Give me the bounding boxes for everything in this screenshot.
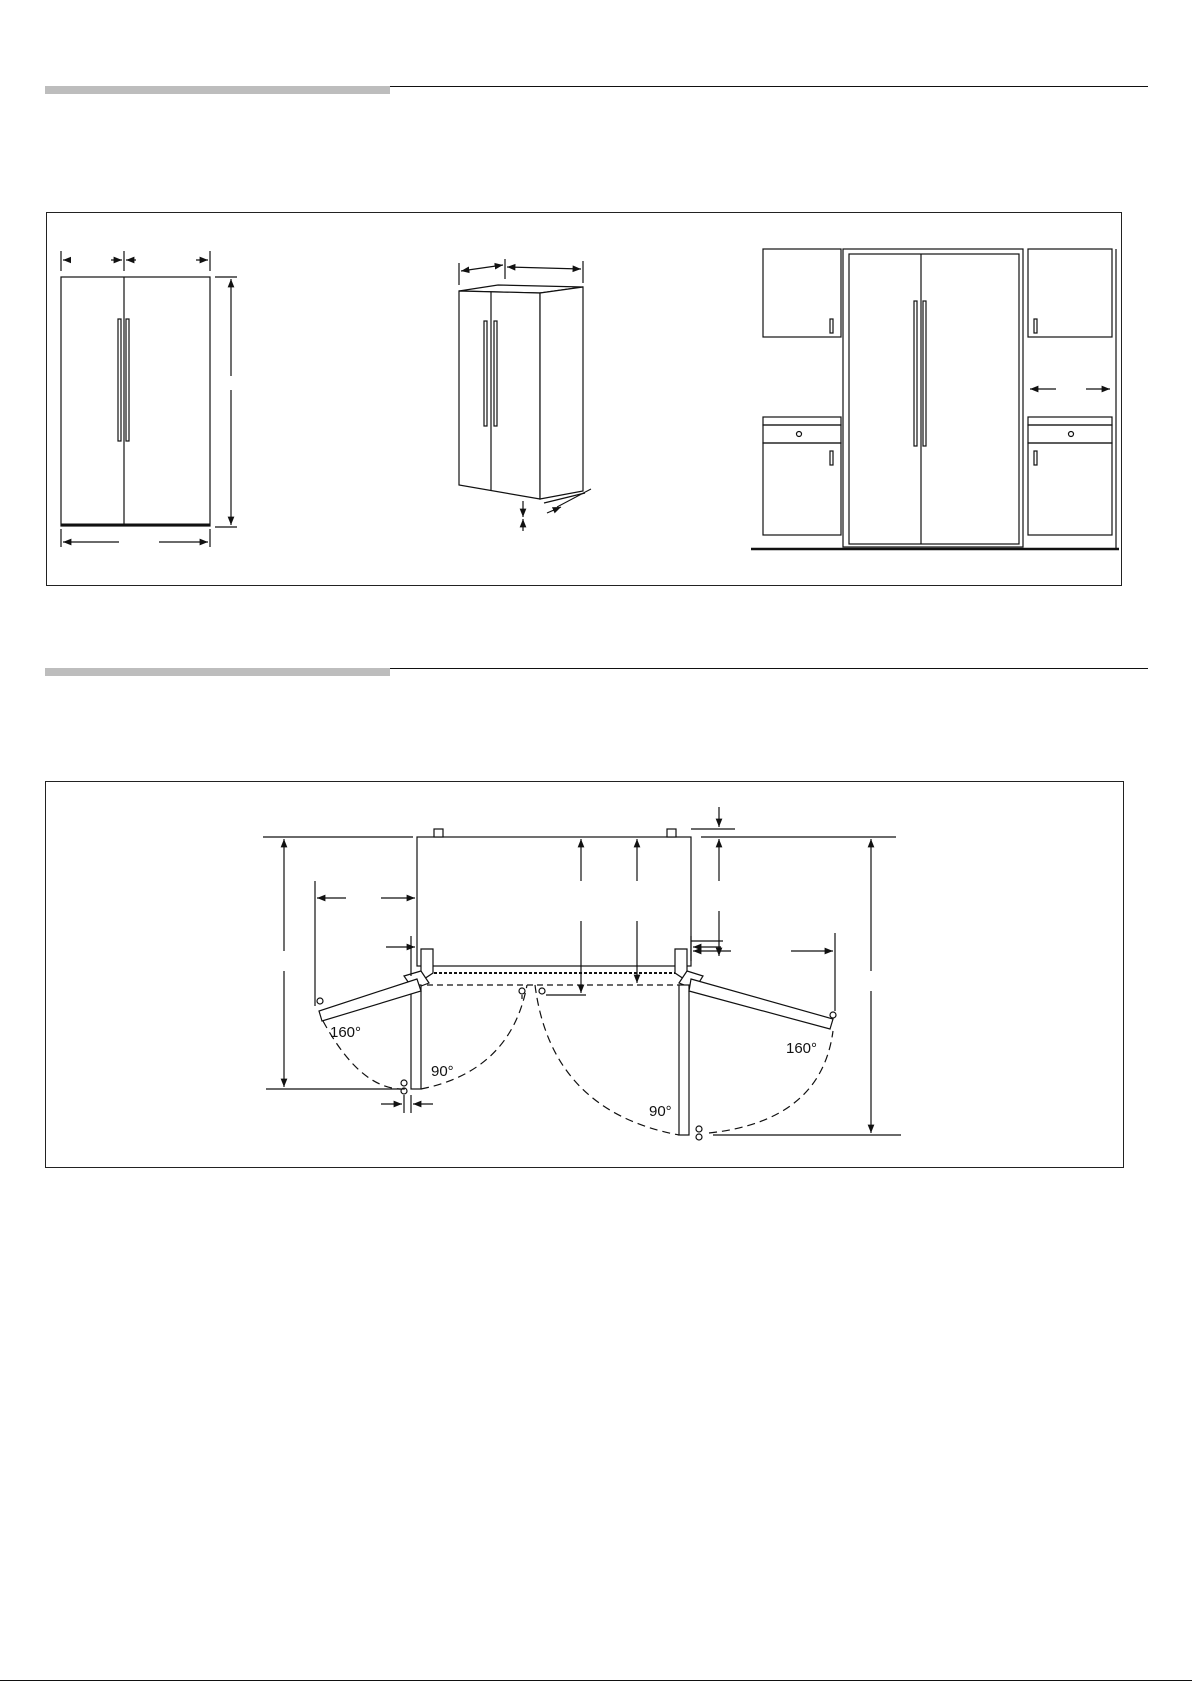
section-2-header-rule (390, 668, 1148, 669)
angle-label-left-160: 160° (330, 1024, 362, 1041)
front-view-fridge (61, 251, 237, 548)
right-door-160 (689, 979, 833, 1029)
footer-rule (0, 1680, 1192, 1681)
right-door-90 (679, 985, 689, 1135)
angle-label-right-90: 90° (649, 1103, 672, 1120)
door-opening-panel (45, 781, 1124, 1168)
left-door-90 (411, 985, 421, 1089)
cabinet-body-plan (417, 837, 691, 966)
perspective-view-fridge (459, 259, 591, 531)
kitchen-installation-view (751, 249, 1119, 550)
door-opening-drawing (46, 782, 1125, 1169)
angle-label-right-160: 160° (786, 1040, 818, 1057)
section-2-header-bar (45, 668, 390, 676)
angle-label-left-90: 90° (431, 1063, 454, 1080)
dimensions-panel (46, 212, 1122, 586)
dimensions-drawing (47, 213, 1123, 587)
left-door-160 (319, 979, 421, 1021)
section-1-header-rule (390, 86, 1148, 87)
section-1-header-bar (45, 86, 390, 94)
